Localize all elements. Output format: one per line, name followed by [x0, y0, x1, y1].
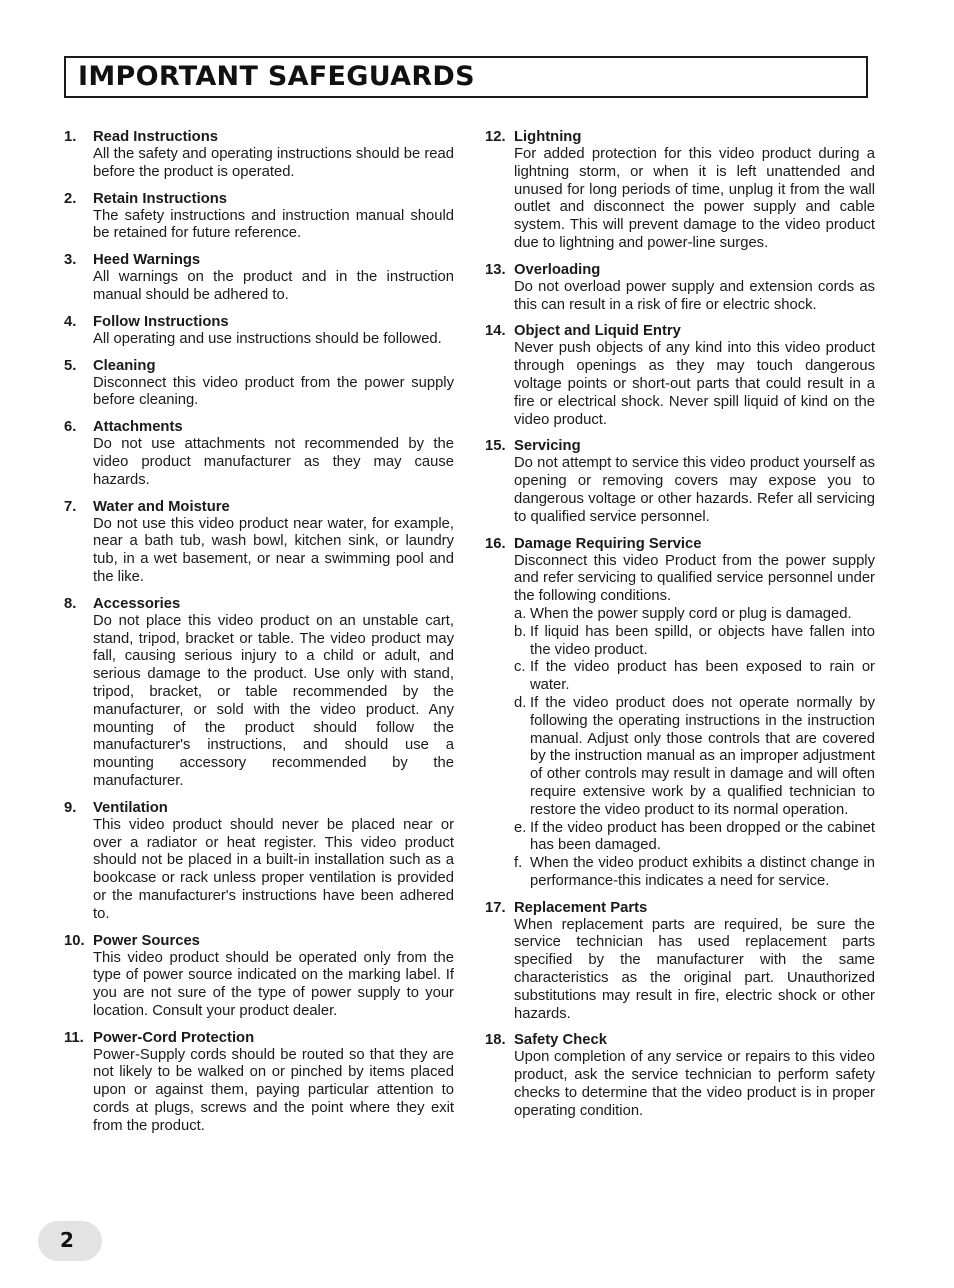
condition-letter: d.: [514, 694, 527, 711]
safeguard-item: [64, 418, 454, 489]
safeguard-heading: [64, 251, 454, 269]
safeguard-heading: [64, 498, 454, 516]
safeguard-number: 13.: [485, 261, 506, 278]
safeguard-number: 2.: [64, 190, 77, 207]
safeguard-body: Never push objects of any kind into this video product through openings as they may touch dangerous voltage points or short-out parts that could result in a fire or electrical shock. Never spill liquid of kind on the video product.: [514, 340, 875, 428]
safeguard-heading-text: Ventilation: [93, 799, 168, 816]
safeguard-item: [64, 190, 454, 244]
safeguard-item: [64, 313, 454, 349]
safeguard-heading-text: Heed Warnings: [93, 252, 201, 269]
safeguard-item: [64, 128, 454, 182]
safeguard-heading: [64, 932, 454, 950]
safeguard-heading: [64, 313, 454, 331]
safeguard-heading: [485, 899, 875, 917]
safeguard-body: This video product should be operated only from the type of power source indicated on the marking label. If you are not sure of the type of power supply to your location. Consult your product dealer.: [93, 949, 454, 1019]
condition-text: If the video product does not operate normally by following the operating instructions in the instruction manual. Adjust only those controls that are covered by the instruction manual as an improper adjustment of other controls may result in damage and will often require extensive work by a qualified technician to restore the video product to its normal operation.: [530, 694, 875, 818]
safeguard-item: [485, 437, 875, 526]
safeguard-number: 8.: [64, 595, 77, 612]
safeguard-heading-text: Overloading: [514, 261, 601, 278]
right-column: [485, 128, 875, 1129]
safeguard-heading: [64, 357, 454, 375]
safeguard-item: [64, 357, 454, 411]
safeguard-body: When replacement parts are required, be sure the service technician has used replacement parts specified by the manufacturer with the same characteristics as the original part. Unauthorized substitutions may result in fire, electric shock or other hazards.: [514, 916, 875, 1022]
safeguard-body: The safety instructions and instruction manual should be retained for future reference.: [93, 207, 454, 242]
safeguard-item: [64, 595, 454, 791]
safeguard-heading-text: Servicing: [514, 438, 581, 455]
safeguard-number: 16.: [485, 535, 506, 552]
safeguard-heading-text: Object and Liquid Entry: [514, 323, 681, 340]
safeguard-body: For added protection for this video product during a lightning storm, or when it is left unattended and unused for long periods of time, unplug it from the wall outlet and disconnect the power supply and cable system. This will prevent damage to the video product due to lightning and power-line surges.: [514, 146, 875, 251]
safeguard-number: 3.: [64, 252, 77, 269]
condition-item: [514, 695, 875, 820]
safeguard-heading-text: Replacement Parts: [514, 899, 648, 916]
safeguard-number: 4.: [64, 313, 77, 330]
condition-text: If the video product has been dropped or the cabinet has been damaged.: [530, 819, 875, 854]
condition-item: [514, 606, 875, 624]
safeguard-number: 12.: [485, 129, 506, 145]
safeguard-number: 15.: [485, 438, 506, 455]
safeguard-number: 17.: [485, 899, 506, 916]
safeguard-heading-text: Safety Check: [514, 1032, 607, 1049]
safeguard-body: Do not attempt to service this video product yourself as opening or removing covers may expose you to dangerous voltage or other hazards. Refer all servicing to qualified service personnel.: [514, 455, 875, 525]
safeguard-item: [485, 128, 875, 253]
safeguard-heading-text: Power-Cord Protection: [93, 1029, 255, 1046]
safeguard-number: 9.: [64, 799, 77, 816]
safeguard-item: [485, 322, 875, 429]
safeguard-heading: [485, 437, 875, 455]
safeguard-item: [485, 1031, 875, 1120]
safeguard-item: [64, 1029, 454, 1136]
safeguard-body: Do not use this video product near water, for example, near a bath tub, wash bowl, kitchen sink, or laundry tub, in a wet basement, or near a swimming pool and the like.: [93, 515, 454, 585]
condition-item: [514, 820, 875, 856]
safeguard-number: 14.: [485, 323, 506, 340]
safeguard-body: Do not overload power supply and extension cords as this can result in a risk of fire or electric shock.: [514, 278, 875, 313]
safeguard-heading-text: Power Sources: [93, 932, 200, 949]
condition-item: [514, 855, 875, 891]
condition-letter: c.: [514, 659, 526, 676]
safeguard-heading-text: Lightning: [514, 129, 582, 145]
safeguard-heading: [64, 418, 454, 436]
safeguard-heading: [64, 128, 454, 146]
safeguard-number: 5.: [64, 357, 77, 374]
condition-item: [514, 659, 875, 695]
safeguard-body: This video product should never be placed near or over a radiator or heat register. This video product should not be placed in a built-in installation such as a bookcase or rack unless proper ventilation is provided or the manufacturer's instructions have been adhered to.: [93, 816, 454, 922]
safeguard-heading: [64, 799, 454, 817]
safeguard-heading: [485, 261, 875, 279]
safeguard-body: All the safety and operating instructions should be read before the product is operated.: [93, 146, 454, 180]
page-number: 2: [60, 1228, 74, 1252]
safeguard-item: [64, 799, 454, 924]
safeguard-heading: [64, 1029, 454, 1047]
safeguard-item: [485, 261, 875, 315]
condition-text: When the video product exhibits a distinct change in performance-this indicates a need for service.: [530, 855, 875, 889]
safeguard-heading: [485, 1031, 875, 1049]
safeguard-number: 6.: [64, 419, 77, 436]
safeguard-heading: [64, 190, 454, 208]
safeguard-body: All operating and use instructions should be followed.: [93, 330, 442, 347]
condition-text: If the video product has been exposed to rain or water.: [530, 659, 875, 694]
safeguard-heading-text: Accessories: [93, 595, 181, 612]
safeguard-item: [64, 251, 454, 305]
safeguard-body: Do not use attachments not recommended by the video product manufacturer as they may cause hazards.: [93, 436, 454, 488]
safeguard-body: All warnings on the product and in the instruction manual should be adhered to.: [93, 269, 454, 303]
safeguard-number: 10.: [64, 932, 85, 949]
safeguard-heading: [485, 128, 875, 146]
safeguard-number: 18.: [485, 1032, 506, 1049]
safeguard-body: Disconnect this video product from the power supply before cleaning.: [93, 374, 454, 409]
condition-text: If liquid has been spilld, or objects have fallen into the video product.: [530, 623, 875, 658]
safeguard-item: [485, 899, 875, 1024]
safeguard-number: 1.: [64, 129, 77, 145]
safeguard-heading-text: Read Instructions: [93, 129, 218, 145]
condition-letter: f.: [514, 855, 523, 872]
safeguard-heading-text: Damage Requiring Service: [514, 535, 702, 552]
safeguard-number: 7.: [64, 498, 77, 515]
safeguard-heading: [485, 535, 875, 553]
safeguard-body: Upon completion of any service or repairs to this video product, ask the service technician to perform safety checks to determine that the video product is in proper operating condition.: [514, 1049, 875, 1119]
safeguard-item: [64, 498, 454, 587]
safeguard-heading-text: Attachments: [93, 419, 183, 436]
safeguard-heading: [64, 595, 454, 613]
condition-list: [514, 606, 875, 891]
left-column: [64, 128, 454, 1144]
page-title: IMPORTANT SAFEGUARDS: [78, 61, 475, 92]
safeguard-heading-text: Cleaning: [93, 357, 156, 374]
safeguard-number: 11.: [64, 1029, 84, 1046]
condition-item: [514, 624, 875, 660]
safeguard-body: Power-Supply cords should be routed so that they are not likely to be walked on or pinched by items placed upon or against them, paying particular attention to cords at plugs, screws and the point where they exit from the product.: [93, 1046, 454, 1134]
condition-letter: b.: [514, 623, 527, 640]
safeguard-heading-text: Water and Moisture: [93, 498, 230, 515]
title-box: [64, 56, 868, 98]
safeguard-heading-text: Follow Instructions: [93, 313, 229, 330]
safeguard-heading: [485, 322, 875, 340]
safeguard-body: Disconnect this video Product from the power supply and refer servicing to qualified service personnel under the following conditions.: [514, 552, 875, 605]
condition-text: When the power supply cord or plug is damaged.: [530, 605, 852, 622]
condition-letter: e.: [514, 819, 527, 836]
condition-letter: a.: [514, 605, 527, 622]
safeguard-body: Do not place this video product on an unstable cart, stand, tripod, bracket or table. The video product may fall, causing serious injury to a child or adult, and serious damage to the product. Use only with stand, tripod, bracket, or table recommended by the manufacturer, or sold with the video product. Any mounting of the product should follow the manufacturer's instructions, and should use a mounting accessory recommended by the manufacturer.: [93, 612, 454, 789]
safeguard-item: [485, 535, 875, 891]
safeguard-heading-text: Retain Instructions: [93, 190, 228, 207]
safeguard-item: [64, 932, 454, 1021]
